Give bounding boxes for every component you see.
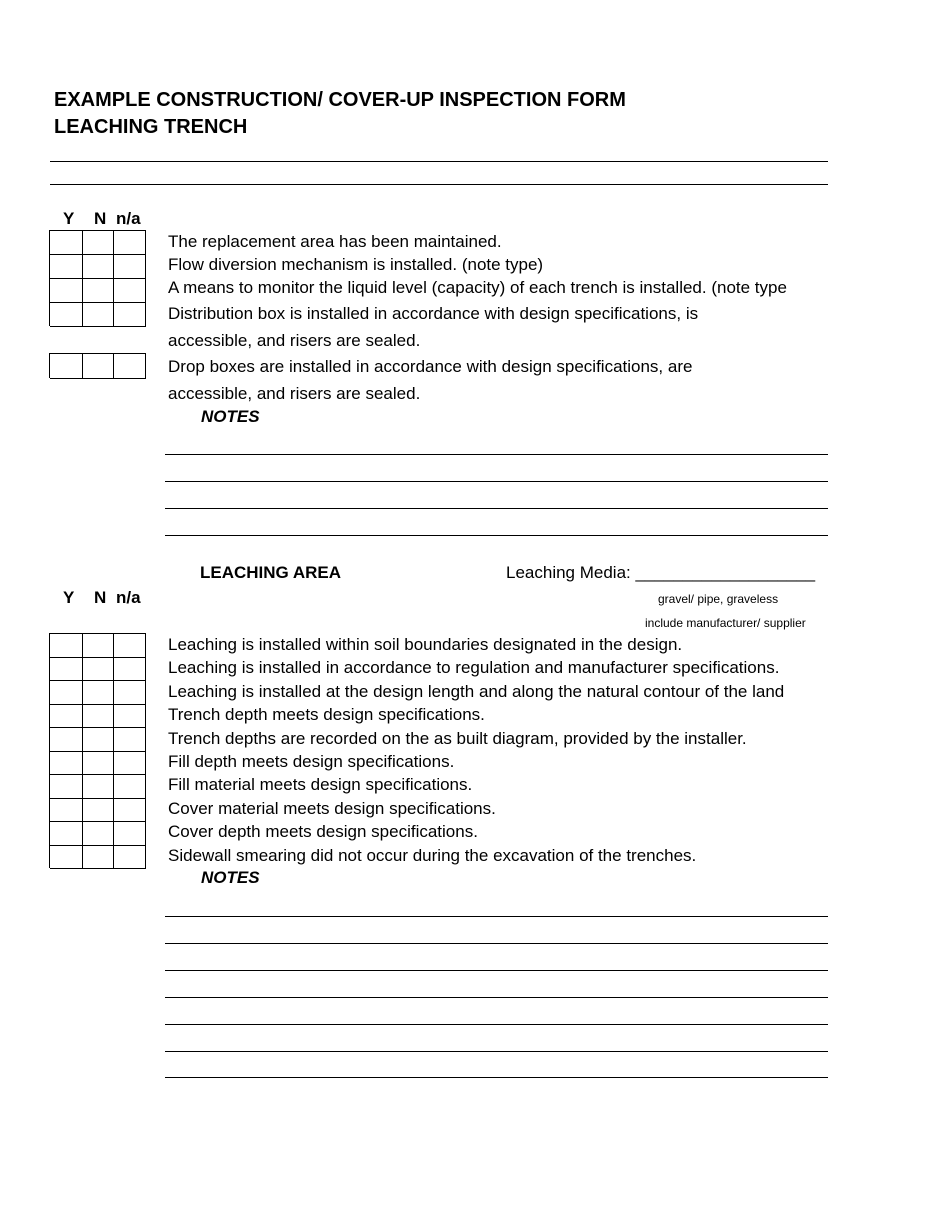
- trench-item-1: The replacement area has been maintained.: [168, 232, 502, 251]
- checkbox-y-5[interactable]: [50, 354, 83, 379]
- leaching-checkbox-n-8[interactable]: [83, 799, 114, 823]
- leaching-item-7: Fill material meets design specifications.: [168, 775, 473, 794]
- leaching-checkbox-n-7[interactable]: [83, 775, 114, 799]
- trench-notes-line-1[interactable]: [165, 454, 828, 455]
- leaching-checkbox-n-10[interactable]: [83, 846, 114, 870]
- leaching-item-1: Leaching is installed within soil boundaries designated in the design.: [168, 635, 683, 654]
- leaching-notes-line-4[interactable]: [165, 997, 828, 998]
- leaching-item-5: Trench depths are recorded on the as built diagram, provided by the installer.: [168, 729, 747, 748]
- header-rule-1: [50, 161, 828, 162]
- col-y-label: Y: [63, 588, 75, 607]
- trench-item-2: Flow diversion mechanism is installed. (note type): [168, 255, 544, 274]
- checkbox-na-5[interactable]: [114, 354, 146, 379]
- form-subtitle: LEACHING TRENCH: [54, 116, 248, 138]
- leaching-checkbox-y-4[interactable]: [50, 705, 83, 729]
- leaching-checkbox-na-6[interactable]: [114, 752, 146, 776]
- leaching-checkbox-na-5[interactable]: [114, 728, 146, 752]
- leaching-checkbox-na-1[interactable]: [114, 634, 146, 658]
- leaching-checkbox-na-8[interactable]: [114, 799, 146, 823]
- leaching-item-8: Cover material meets design specifications.: [168, 799, 496, 818]
- leaching-media-hint-2: include manufacturer/ supplier: [645, 616, 806, 630]
- col-na-label: n/a: [116, 588, 141, 607]
- leaching-checkbox-na-3[interactable]: [114, 681, 146, 705]
- trench-item-4-cont: accessible, and risers are sealed.: [168, 331, 421, 350]
- trench-notes-line-3[interactable]: [165, 508, 828, 509]
- leaching-checkbox-n-9[interactable]: [83, 822, 114, 846]
- leaching-checkbox-y-6[interactable]: [50, 752, 83, 776]
- leaching-checkbox-y-10[interactable]: [50, 846, 83, 870]
- checkbox-y-1[interactable]: [50, 231, 83, 255]
- leaching-media-field[interactable]: Leaching Media: ___________________: [506, 563, 816, 582]
- col-n-label: N: [94, 209, 107, 228]
- leaching-checkbox-na-4[interactable]: [114, 705, 146, 729]
- col-y-label: Y: [63, 209, 75, 228]
- leaching-item-2: Leaching is installed in accordance to regulation and manufacturer specifications.: [168, 658, 780, 677]
- leaching-notes-line-7[interactable]: [165, 1077, 828, 1078]
- leaching-notes-line-5[interactable]: [165, 1024, 828, 1025]
- trench-checkbox-grid: [49, 230, 146, 326]
- leaching-notes-line-3[interactable]: [165, 970, 828, 971]
- leaching-notes-line-2[interactable]: [165, 943, 828, 944]
- leaching-checkbox-y-9[interactable]: [50, 822, 83, 846]
- checkbox-na-4[interactable]: [114, 303, 146, 327]
- trench-item-5: Drop boxes are installed in accordance with design specifications, are: [168, 357, 693, 376]
- leaching-checkbox-y-2[interactable]: [50, 658, 83, 682]
- leaching-item-9: Cover depth meets design specifications.: [168, 822, 478, 841]
- trench-item-5-cont: accessible, and risers are sealed.: [168, 384, 421, 403]
- trench-item-3: A means to monitor the liquid level (capacity) of each trench is installed. (note type: [168, 278, 787, 297]
- trench-item-4: Distribution box is installed in accordance with design specifications, is: [168, 304, 699, 323]
- checkbox-n-4[interactable]: [83, 303, 114, 327]
- leaching-checkbox-na-9[interactable]: [114, 822, 146, 846]
- col-na-label: n/a: [116, 209, 141, 228]
- col-n-label: N: [94, 588, 107, 607]
- leaching-item-6: Fill depth meets design specifications.: [168, 752, 455, 771]
- leaching-checkbox-y-8[interactable]: [50, 799, 83, 823]
- leaching-checkbox-na-10[interactable]: [114, 846, 146, 870]
- yn-header-2: [50, 588, 150, 608]
- leaching-checkbox-y-1[interactable]: [50, 634, 83, 658]
- trench-notes-line-4[interactable]: [165, 535, 828, 536]
- checkbox-na-1[interactable]: [114, 231, 146, 255]
- leaching-checkbox-grid: [49, 633, 146, 868]
- leaching-checkbox-n-6[interactable]: [83, 752, 114, 776]
- header-rule-2: [50, 184, 828, 185]
- leaching-checkbox-na-2[interactable]: [114, 658, 146, 682]
- checkbox-na-2[interactable]: [114, 255, 146, 279]
- leaching-checkbox-n-3[interactable]: [83, 681, 114, 705]
- leaching-item-4: Trench depth meets design specifications.: [168, 705, 485, 724]
- leaching-checkbox-n-4[interactable]: [83, 705, 114, 729]
- checkbox-n-2[interactable]: [83, 255, 114, 279]
- leaching-item-3: Leaching is installed at the design length and along the natural contour of the land: [168, 682, 785, 701]
- checkbox-n-1[interactable]: [83, 231, 114, 255]
- yn-header-1: [50, 209, 150, 229]
- leaching-checkbox-y-7[interactable]: [50, 775, 83, 799]
- leaching-notes-line-1[interactable]: [165, 916, 828, 917]
- trench-notes-label: NOTES: [201, 407, 260, 426]
- form-title: EXAMPLE CONSTRUCTION/ COVER-UP INSPECTION FORM: [54, 89, 626, 111]
- leaching-item-10: Sidewall smearing did not occur during the excavation of the trenches.: [168, 846, 697, 865]
- leaching-media-hint-1: gravel/ pipe, graveless: [658, 592, 779, 606]
- checkbox-na-3[interactable]: [114, 279, 146, 303]
- trench-notes-line-2[interactable]: [165, 481, 828, 482]
- leaching-checkbox-n-2[interactable]: [83, 658, 114, 682]
- leaching-checkbox-na-7[interactable]: [114, 775, 146, 799]
- checkbox-n-3[interactable]: [83, 279, 114, 303]
- leaching-checkbox-y-5[interactable]: [50, 728, 83, 752]
- leaching-notes-label: NOTES: [201, 868, 260, 887]
- checkbox-y-4[interactable]: [50, 303, 83, 327]
- dropbox-checkbox-row: [49, 353, 146, 378]
- leaching-area-title: LEACHING AREA: [200, 563, 342, 582]
- leaching-checkbox-y-3[interactable]: [50, 681, 83, 705]
- checkbox-y-3[interactable]: [50, 279, 83, 303]
- checkbox-n-5[interactable]: [83, 354, 114, 379]
- leaching-notes-line-6[interactable]: [165, 1051, 828, 1052]
- checkbox-y-2[interactable]: [50, 255, 83, 279]
- leaching-checkbox-n-5[interactable]: [83, 728, 114, 752]
- leaching-checkbox-n-1[interactable]: [83, 634, 114, 658]
